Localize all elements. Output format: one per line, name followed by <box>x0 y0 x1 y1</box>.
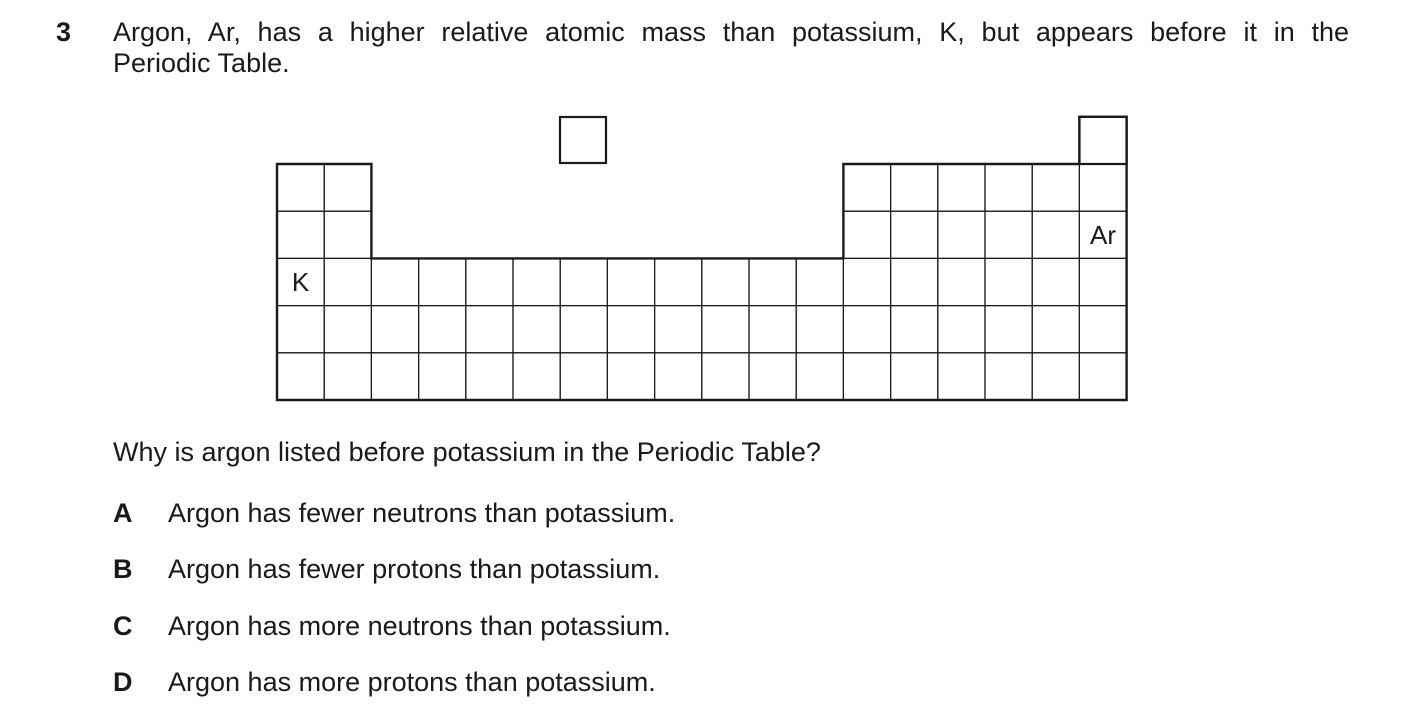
table-cell <box>843 353 890 400</box>
table-cell <box>1079 258 1126 305</box>
table-cell <box>796 258 843 305</box>
table-cell <box>843 164 890 211</box>
option-letter: C <box>113 611 133 641</box>
table-cell <box>938 353 985 400</box>
potassium-label: K <box>291 267 310 297</box>
table-cell <box>843 258 890 305</box>
table-cell <box>277 353 324 400</box>
table-cell <box>749 258 796 305</box>
table-cell <box>324 353 371 400</box>
table-cell <box>324 258 371 305</box>
table-cell <box>1032 164 1079 211</box>
table-cell <box>702 353 749 400</box>
table-cell <box>891 353 938 400</box>
table-cell <box>985 306 1032 353</box>
option-text: Argon has more neutrons than potassium. <box>168 611 671 641</box>
table-cell <box>277 164 324 211</box>
option-text: Argon has fewer neutrons than potassium. <box>168 498 676 528</box>
table-cell <box>419 258 466 305</box>
table-cell <box>1079 164 1126 211</box>
option-letter: B <box>113 554 133 584</box>
table-cell <box>938 211 985 258</box>
table-cell <box>466 353 513 400</box>
option-text: Argon has fewer protons than potassium. <box>168 554 661 584</box>
argon-label: Ar <box>1090 219 1116 250</box>
table-cell <box>513 258 560 305</box>
table-cell <box>607 258 654 305</box>
table-cell <box>702 306 749 353</box>
table-cell <box>985 258 1032 305</box>
table-cell <box>749 306 796 353</box>
option-text: Argon has more protons than potassium. <box>168 667 656 697</box>
table-cell <box>843 306 890 353</box>
table-cell <box>796 306 843 353</box>
table-cell <box>843 211 890 258</box>
table-cell <box>891 258 938 305</box>
table-cell <box>1079 306 1126 353</box>
table-cell <box>702 258 749 305</box>
question-prompt: Why is argon listed before potassium in the Periodic Table? <box>113 437 821 467</box>
table-cell <box>371 353 418 400</box>
table-cell <box>277 306 324 353</box>
table-cell <box>560 353 607 400</box>
table-cell <box>513 306 560 353</box>
table-cell <box>985 164 1032 211</box>
table-cell <box>371 306 418 353</box>
table-cell <box>419 353 466 400</box>
table-cell <box>513 353 560 400</box>
table-cell <box>891 306 938 353</box>
table-cell <box>277 211 324 258</box>
table-cell <box>1032 258 1079 305</box>
table-cell <box>324 211 371 258</box>
table-cell <box>560 258 607 305</box>
question-stem-line-2: Periodic Table. <box>113 48 290 78</box>
table-cell <box>749 353 796 400</box>
table-cell <box>371 258 418 305</box>
table-cell <box>324 306 371 353</box>
table-cell <box>796 353 843 400</box>
question-number: 3 <box>56 17 72 47</box>
helium-box <box>1079 117 1126 164</box>
table-cell <box>1032 353 1079 400</box>
table-cell <box>985 353 1032 400</box>
table-cell <box>466 306 513 353</box>
hydrogen-box <box>560 117 606 163</box>
table-cell <box>466 258 513 305</box>
table-cell <box>655 258 702 305</box>
table-cell <box>938 258 985 305</box>
table-cell <box>1079 353 1126 400</box>
table-cell <box>324 164 371 211</box>
table-cell <box>607 353 654 400</box>
question-stem-line-1: Argon, Ar, has a higher relative atomic mass than potassium, K, but appears before it in the <box>113 17 1349 47</box>
table-cell <box>655 306 702 353</box>
table-cell <box>607 306 654 353</box>
table-cell <box>985 211 1032 258</box>
table-cell <box>1032 306 1079 353</box>
table-cell <box>938 306 985 353</box>
table-cell <box>419 306 466 353</box>
option-letter: D <box>113 667 133 697</box>
table-cell <box>938 164 985 211</box>
table-cell <box>891 164 938 211</box>
table-cell <box>655 353 702 400</box>
table-cell <box>560 306 607 353</box>
table-cell <box>1032 211 1079 258</box>
option-letter: A <box>113 498 133 528</box>
table-cell <box>891 211 938 258</box>
